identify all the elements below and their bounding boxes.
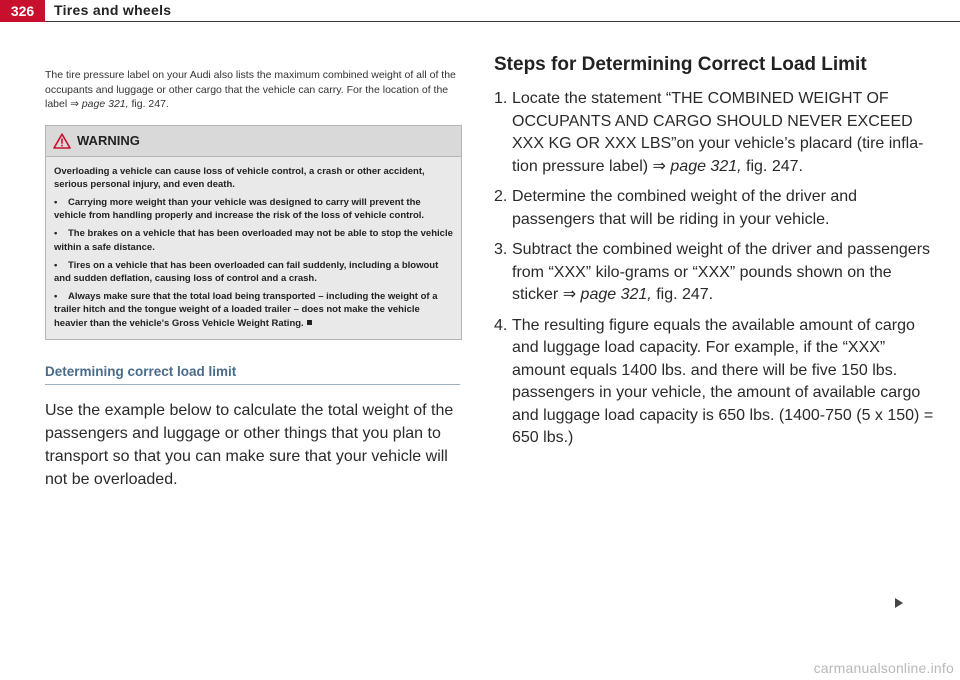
warning-bullet: • Carrying more weight than your vehicle was designed to carry will prevent the vehicle from handling properly and increase the risk of the loss of vehicle control. — [54, 196, 425, 222]
steps-list — [494, 88, 934, 450]
warning-bullet: • Tires on a vehicle that has been overloaded can fail suddenly, including a blowout and sudden deflation, causing loss of control and a crash. — [54, 259, 439, 284]
right-column — [494, 52, 934, 458]
bullet-icon: • — [54, 196, 58, 208]
subheading: Determining correct load limit — [45, 364, 460, 385]
watermark: carmanualsonline.info — [813, 660, 954, 676]
step-text: Determine the combined weight of the driver and passengers that will be riding in your vehicle. — [512, 188, 858, 228]
page-number: 326 — [0, 0, 45, 22]
step-text: The resulting figure equals the available amount of cargo and luggage load capacity. For example, if the “XXX” amount equals 1400 lbs. and there will be five 150 lbs. passengers in your vehicle, the amount of available cargo and luggage load capacity is 650 lbs. (1400-750 (5 x 150) = 650 lbs.) — [512, 316, 934, 446]
warning-box — [45, 125, 462, 340]
warning-header — [46, 126, 461, 157]
section-title: Tires and wheels — [54, 2, 172, 18]
warning-body — [46, 157, 461, 339]
step-number: 2. — [494, 188, 508, 205]
warning-bullet: • The brakes on a vehicle that has been overloaded may not be able to stop the vehicle within a safe distance. — [54, 228, 453, 253]
intro-text: The tire pressure label on your Audi also lists the maximum combined weight of all of the occupants and luggage or other cargo that the vehicle can carry. For the location of the label — [45, 69, 456, 110]
page-header — [0, 0, 960, 26]
lead-paragraph: Use the example below to calculate the total weight of the passengers and luggage or other things that you plan to transport so that you can make sure that your vehicle will not be overloaded. — [45, 401, 454, 488]
continue-arrow-icon — [895, 598, 903, 608]
figure-reference: fig. 247. — [656, 286, 714, 303]
page-reference-link[interactable]: page 321, — [670, 157, 742, 175]
warning-label: WARNING — [77, 133, 140, 148]
warning-bullet: • Always make sure that the total load being transported – including the weight of a trailer hitch and the tongue weight of a loaded trailer – does not make the vehicle heavier than the vehicle's Gross Vehicle Weight Rating. — [54, 291, 438, 329]
page-reference-link[interactable]: page 321, — [580, 286, 652, 303]
figure-reference: fig. 247. — [746, 157, 803, 175]
ref-arrow: ⇒ — [70, 98, 79, 110]
step-item — [494, 186, 934, 231]
page-reference-link[interactable]: page 321, — [81, 98, 129, 110]
step-number: 4. — [494, 316, 508, 334]
step-text: Locate the statement “THE COMBINED WEIGHT OF OCCUPANTS AND CARGO SHOULD NEVER EXCEED XXX KG OR XXX LBS”on your vehicle’s placard (tire infla-tion pressure label) ⇒ page 321, fig. 247. — [512, 90, 924, 175]
steps-title: Steps for Determining Correct Load Limit — [494, 54, 867, 75]
end-of-section-icon — [307, 320, 312, 325]
step-number: 1. — [494, 90, 508, 107]
step-number: 3. — [494, 241, 508, 258]
step-item — [494, 315, 934, 450]
figure-reference: fig. 247. — [131, 98, 169, 110]
bullet-icon: • — [54, 259, 58, 271]
ref-arrow: ⇒ — [562, 286, 577, 303]
warning-triangle-icon — [53, 133, 71, 149]
warning-lead: Overloading a vehicle can cause loss of vehicle control, a crash or other accident, serious personal injury, and even death. — [54, 165, 425, 190]
step-text: Subtract the combined weight of the driver and passengers from “XXX” kilo-grams or “XXX” pounds shown on the sticker ⇒ page 321, fig. 247. — [512, 241, 931, 303]
left-column — [45, 68, 460, 491]
intro-paragraph — [45, 68, 460, 112]
header-rule — [45, 21, 960, 22]
bullet-icon: • — [54, 291, 58, 303]
bullet-icon: • — [54, 228, 58, 240]
step-item — [494, 88, 934, 178]
step-item — [494, 239, 934, 307]
ref-arrow: ⇒ — [652, 157, 666, 175]
